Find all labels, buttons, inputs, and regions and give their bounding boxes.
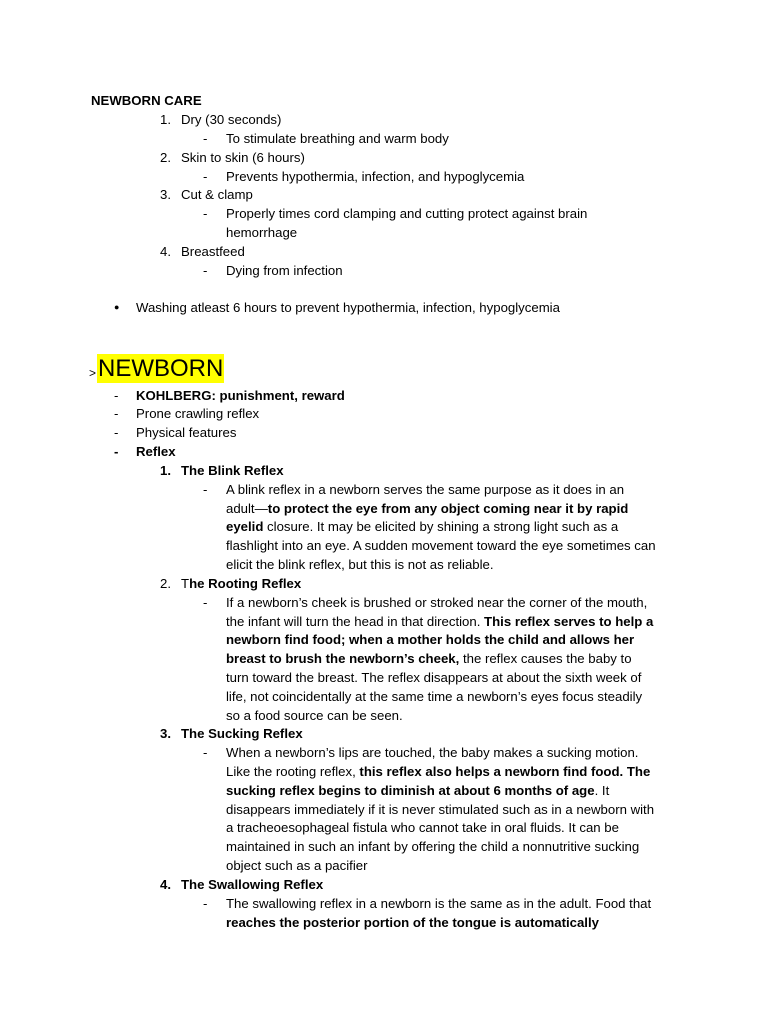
reflex-3-line: disappears immediately if it is never stimulated such as in a newborn with — [226, 802, 655, 817]
dash-marker: - — [203, 595, 208, 610]
reflex-3-line: Like the rooting reflex, this reflex also helps a newborn find food. The — [226, 764, 651, 779]
reflex-4-line: The swallowing reflex in a newborn is the same as in the adult. Food that — [226, 896, 652, 911]
reflex-1-line: eyelid closure. It may be elicited by shining a strong light such as a — [226, 519, 619, 534]
dash-marker: - — [114, 425, 119, 440]
newborn-heading: NEWBORN — [98, 355, 224, 382]
reflex-3-line: a tracheoesophageal fistula who cannot take in oral fluids. It can be — [226, 820, 619, 835]
care-step-2: Skin to skin (6 hours) — [181, 150, 305, 165]
reflex-3-title: The Sucking Reflex — [181, 726, 303, 741]
reflex-2-line: breast to brush the newborn’s cheek, the reflex causes the baby to — [226, 651, 632, 666]
dash-marker: - — [203, 745, 208, 760]
heading-prefix: > — [89, 366, 97, 380]
reflex-2-line: If a newborn’s cheek is brushed or stroked near the corner of the mouth, — [226, 595, 648, 610]
care-bullet: Washing atleast 6 hours to prevent hypothermia, infection, hypoglycemia — [136, 300, 560, 315]
reflex-3-line: sucking reflex begins to diminish at about 6 months of age. It — [226, 783, 610, 798]
care-step-3: Cut & clamp — [181, 187, 253, 202]
reflex-1-line: A blink reflex in a newborn serves the same purpose as it does in an — [226, 482, 625, 497]
reflex-2-title: The Rooting Reflex — [181, 576, 302, 591]
care-step-4-note: Dying from infection — [226, 263, 343, 278]
item-prone-crawling: Prone crawling reflex — [136, 406, 260, 421]
dash-marker: - — [203, 263, 208, 278]
care-step-4: Breastfeed — [181, 244, 245, 259]
care-step-3-note-line-2: hemorrhage — [226, 225, 298, 240]
item-kohlberg: KOHLBERG: punishment, reward — [136, 388, 345, 403]
reflex-4-number: 4. — [160, 877, 171, 892]
reflex-3-line: object such as a pacifier — [226, 858, 368, 873]
reflex-3-line: When a newborn’s lips are touched, the baby makes a sucking motion. — [226, 745, 639, 760]
reflex-4-title: The Swallowing Reflex — [181, 877, 324, 892]
reflex-2-line: life, not coincidentally at the same time a newborn’s eyes focus steadily — [226, 689, 643, 704]
reflex-1-line: adult—to protect the eye from any object coming near it by rapid — [226, 501, 629, 516]
care-step-4-number: 4. — [160, 244, 171, 259]
dash-marker: - — [203, 482, 208, 497]
reflex-2-line: the infant will turn the head in that direction. This reflex serves to help a — [226, 614, 654, 629]
reflex-3-number: 3. — [160, 726, 171, 741]
care-step-3-number: 3. — [160, 187, 171, 202]
dash-marker: - — [203, 169, 208, 184]
dash-marker: - — [203, 131, 208, 146]
bullet-icon: ● — [114, 302, 120, 312]
care-step-1: Dry (30 seconds) — [181, 112, 282, 127]
reflex-1-number: 1. — [160, 463, 171, 478]
reflex-1-line: flashlight into an eye. A sudden movement toward the eye sometimes can — [226, 538, 656, 553]
dash-marker: - — [114, 388, 119, 403]
care-step-1-note: To stimulate breathing and warm body — [226, 131, 449, 146]
reflex-3-line: maintained in such an infant by offering the child a nonnutritive sucking — [226, 839, 640, 854]
reflex-1-title: The Blink Reflex — [181, 463, 284, 478]
reflex-2-number: 2. — [160, 576, 171, 591]
care-step-1-number: 1. — [160, 112, 171, 127]
care-title: NEWBORN CARE — [91, 93, 202, 108]
dash-marker: - — [114, 444, 119, 459]
item-physical-features: Physical features — [136, 425, 237, 440]
care-step-2-number: 2. — [160, 150, 171, 165]
reflex-2-line: newborn find food; when a mother holds the child and allows her — [226, 632, 635, 647]
reflex-2-line: turn toward the breast. The reflex disappears at about the sixth week of — [226, 670, 642, 685]
dash-marker: - — [203, 206, 208, 221]
item-reflex: Reflex — [136, 444, 176, 459]
dash-marker: - — [203, 896, 208, 911]
reflex-2-line: so a food source can be seen. — [226, 708, 403, 723]
care-step-3-note-line-1: Properly times cord clamping and cutting protect against brain — [226, 206, 588, 221]
reflex-1-line: elicit the blink reflex, but this is not as reliable. — [226, 557, 494, 572]
dash-marker: - — [114, 406, 119, 421]
reflex-4-line: reaches the posterior portion of the tongue is automatically — [226, 915, 599, 930]
care-step-2-note: Prevents hypothermia, infection, and hypoglycemia — [226, 169, 525, 184]
